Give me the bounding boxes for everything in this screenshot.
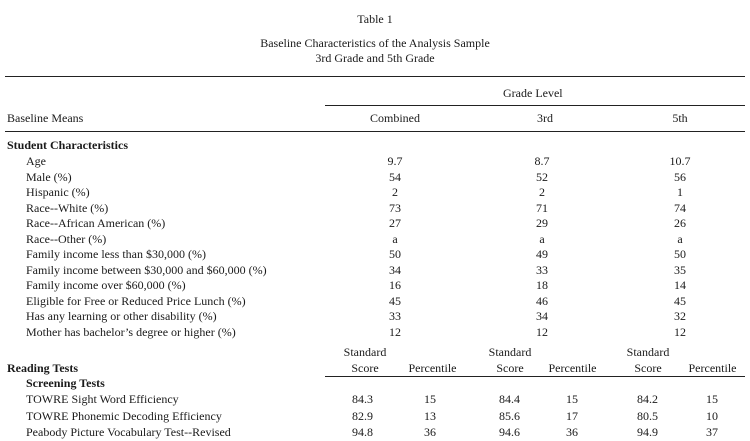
student-row-label: Race--White (%) [26, 201, 109, 215]
student-row-fifth: 1 [677, 185, 683, 199]
student-row-fifth: 12 [674, 325, 686, 339]
reading-row-fifth-std: 84.2 [637, 392, 658, 406]
student-row-label: Race--Other (%) [26, 232, 107, 246]
student-row-third: 2 [539, 185, 545, 199]
table-number: Table 1 [357, 12, 393, 26]
reading-header-rule [325, 376, 745, 377]
student-row-combined: 54 [389, 170, 401, 184]
student-row-fifth: 56 [674, 170, 686, 184]
student-row-combined: 16 [389, 278, 401, 292]
student-row-fifth: 35 [674, 263, 686, 277]
reading-row-combined-std: 94.8 [352, 425, 373, 439]
student-row-third: 49 [536, 247, 548, 261]
combined-pct-label: Percentile [408, 361, 457, 375]
screening-tests-subheading: Screening Tests [26, 376, 105, 390]
student-row-third: a [539, 232, 545, 246]
combined-header: Combined [370, 111, 420, 125]
student-row-third: 34 [536, 309, 548, 323]
reading-row-label: TOWRE Phonemic Decoding Efficiency [26, 409, 222, 423]
reading-row-label: TOWRE Sight Word Efficiency [26, 392, 179, 406]
student-row-fifth: 10.7 [669, 154, 691, 168]
reading-row-fifth-std: 94.9 [637, 425, 658, 439]
student-row-fifth: 50 [674, 247, 686, 261]
student-row-third: 18 [536, 278, 548, 292]
baseline-means-header: Baseline Means [7, 111, 84, 125]
reading-row-third-std: 84.4 [499, 392, 520, 406]
header-rule [5, 131, 745, 132]
student-row-third: 29 [536, 216, 548, 230]
reading-row-combined-std: 84.3 [352, 392, 373, 406]
third-pct-label: Percentile [548, 361, 597, 375]
student-row-third: 52 [536, 170, 548, 184]
reading-row-fifth-std: 80.5 [637, 409, 658, 423]
student-row-third: 33 [536, 263, 548, 277]
reading-row-combined-pct: 36 [424, 425, 436, 439]
student-row-fifth: 32 [674, 309, 686, 323]
combined-std-label-2: Score [351, 361, 379, 375]
student-row-label: Eligible for Free or Reduced Price Lunch (%) [26, 294, 246, 308]
student-row-combined: 73 [389, 201, 401, 215]
reading-row-combined-std: 82.9 [352, 409, 373, 423]
student-row-label: Age [26, 154, 46, 168]
fifth-std-label-2: Score [634, 361, 662, 375]
student-row-label: Mother has bachelor’s degree or higher (%) [26, 325, 236, 339]
fifth-std-label-1: Standard [626, 345, 670, 359]
grade-level-header: Grade Level [503, 86, 563, 100]
student-row-combined: a [392, 232, 398, 246]
student-row-third: 46 [536, 294, 548, 308]
student-row-label: Family income over $60,000 (%) [26, 278, 186, 292]
fifth-header: 5th [672, 111, 688, 125]
student-row-fifth: a [677, 232, 683, 246]
reading-tests-heading: Reading Tests [7, 361, 79, 375]
reading-row-third-pct: 15 [566, 392, 578, 406]
student-row-combined: 34 [389, 263, 401, 277]
reading-row-combined-pct: 13 [424, 409, 436, 423]
student-row-combined: 27 [389, 216, 401, 230]
student-row-third: 8.7 [534, 154, 550, 168]
student-row-label: Race--African American (%) [26, 216, 166, 230]
student-row-combined: 33 [389, 309, 401, 323]
student-row-label: Family income between $30,000 and $60,000 (%) [26, 263, 267, 277]
student-row-combined: 50 [389, 247, 401, 261]
student-row-label: Family income less than $30,000 (%) [26, 247, 206, 261]
student-row-fifth: 14 [674, 278, 686, 292]
reading-row-combined-pct: 15 [424, 392, 436, 406]
table-subtitle: 3rd Grade and 5th Grade [315, 51, 435, 65]
grade-level-rule [325, 105, 745, 106]
reading-row-third-std: 85.6 [499, 409, 520, 423]
third-header: 3rd [537, 111, 553, 125]
reading-row-third-pct: 17 [566, 409, 578, 423]
reading-row-fifth-pct: 37 [706, 425, 718, 439]
student-characteristics-heading: Student Characteristics [7, 138, 128, 152]
third-std-label-2: Score [496, 361, 524, 375]
student-row-fifth: 26 [674, 216, 686, 230]
reading-row-label: Peabody Picture Vocabulary Test--Revised [26, 425, 231, 439]
reading-row-fifth-pct: 15 [706, 392, 718, 406]
student-row-combined: 45 [389, 294, 401, 308]
top-rule [5, 76, 745, 77]
student-row-third: 12 [536, 325, 548, 339]
third-std-label-1: Standard [488, 345, 532, 359]
reading-row-third-std: 94.6 [499, 425, 520, 439]
student-row-label: Male (%) [26, 170, 72, 184]
student-row-label: Has any learning or other disability (%) [26, 309, 217, 323]
student-row-third: 71 [536, 201, 548, 215]
student-row-combined: 2 [392, 185, 398, 199]
fifth-pct-label: Percentile [688, 361, 737, 375]
student-row-fifth: 74 [674, 201, 686, 215]
student-row-combined: 12 [389, 325, 401, 339]
student-row-label: Hispanic (%) [26, 185, 90, 199]
student-row-fifth: 45 [674, 294, 686, 308]
combined-std-label-1: Standard [343, 345, 387, 359]
table-title: Baseline Characteristics of the Analysis Sample [260, 36, 490, 50]
reading-row-third-pct: 36 [566, 425, 578, 439]
reading-row-fifth-pct: 10 [706, 409, 718, 423]
student-row-combined: 9.7 [387, 154, 403, 168]
